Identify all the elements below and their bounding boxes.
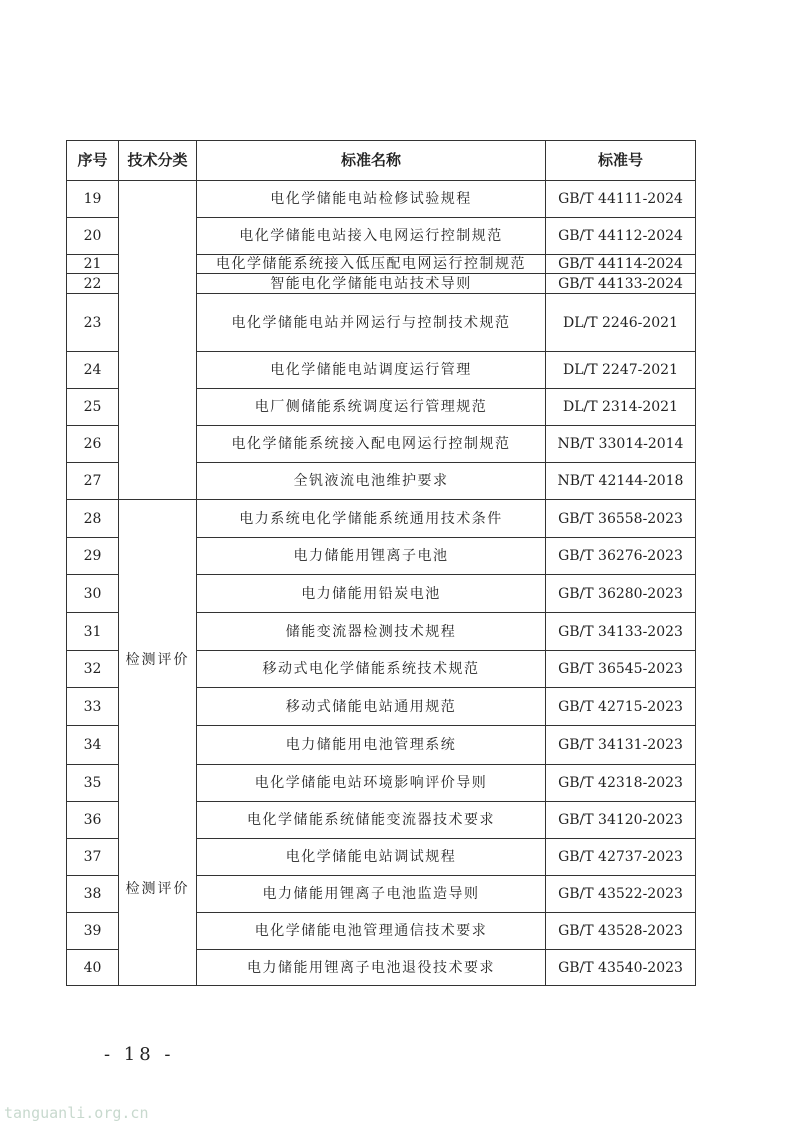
seq-cell: 35 bbox=[67, 765, 119, 802]
seq-cell: 21 bbox=[67, 255, 119, 274]
code-cell: DL/T 2314-2021 bbox=[546, 389, 696, 426]
seq-cell: 23 bbox=[67, 294, 119, 352]
seq-cell: 30 bbox=[67, 575, 119, 613]
table-row bbox=[67, 181, 696, 218]
code-cell: NB/T 42144-2018 bbox=[546, 463, 696, 500]
name-cell: 电化学储能系统储能变流器技术要求 bbox=[197, 802, 546, 839]
name-cell: 电化学储能电站并网运行与控制技术规范 bbox=[197, 294, 546, 352]
code-cell: GB/T 44111-2024 bbox=[546, 181, 696, 218]
category-label: 检测评价 bbox=[125, 881, 190, 897]
name-cell: 储能变流器检测技术规程 bbox=[197, 613, 546, 651]
seq-cell: 36 bbox=[67, 802, 119, 839]
name-cell: 电力储能用锂离子电池 bbox=[197, 538, 546, 575]
code-cell: GB/T 36280-2023 bbox=[546, 575, 696, 613]
seq-cell: 22 bbox=[67, 274, 119, 294]
name-cell: 电力储能用铅炭电池 bbox=[197, 575, 546, 613]
code-cell: GB/T 44114-2024 bbox=[546, 255, 696, 274]
seq-cell: 40 bbox=[67, 950, 119, 986]
code-cell: GB/T 36276-2023 bbox=[546, 538, 696, 575]
seq-cell: 29 bbox=[67, 538, 119, 575]
header-name: 标准名称 bbox=[197, 141, 546, 181]
name-cell: 电化学储能电池管理通信技术要求 bbox=[197, 913, 546, 950]
seq-cell: 25 bbox=[67, 389, 119, 426]
code-cell: NB/T 33014-2014 bbox=[546, 426, 696, 463]
name-cell: 电力储能用锂离子电池退役技术要求 bbox=[197, 950, 546, 986]
header-category: 技术分类 bbox=[119, 141, 197, 181]
seq-cell: 34 bbox=[67, 726, 119, 765]
seq-cell: 27 bbox=[67, 463, 119, 500]
code-cell: DL/T 2247-2021 bbox=[546, 352, 696, 389]
standards-table bbox=[66, 140, 696, 986]
name-cell: 电力储能用电池管理系统 bbox=[197, 726, 546, 765]
name-cell: 电化学储能电站环境影响评价导则 bbox=[197, 765, 546, 802]
seq-cell: 31 bbox=[67, 613, 119, 651]
seq-cell: 28 bbox=[67, 500, 119, 538]
code-cell: GB/T 43522-2023 bbox=[546, 876, 696, 913]
code-cell: GB/T 34120-2023 bbox=[546, 802, 696, 839]
seq-cell: 20 bbox=[67, 218, 119, 255]
code-cell: GB/T 43540-2023 bbox=[546, 950, 696, 986]
seq-cell: 37 bbox=[67, 839, 119, 876]
seq-cell: 38 bbox=[67, 876, 119, 913]
name-cell: 电化学储能电站调度运行管理 bbox=[197, 352, 546, 389]
seq-cell: 24 bbox=[67, 352, 119, 389]
name-cell: 电化学储能系统接入低压配电网运行控制规范 bbox=[197, 255, 546, 274]
name-cell: 电化学储能系统接入配电网运行控制规范 bbox=[197, 426, 546, 463]
category-cell-empty bbox=[119, 181, 197, 500]
header-seq: 序号 bbox=[67, 141, 119, 181]
code-cell: GB/T 42715-2023 bbox=[546, 688, 696, 726]
seq-cell: 33 bbox=[67, 688, 119, 726]
seq-cell: 39 bbox=[67, 913, 119, 950]
name-cell: 电化学储能电站检修试验规程 bbox=[197, 181, 546, 218]
category-cell-testing bbox=[119, 500, 197, 986]
category-label: 检测评价 bbox=[125, 652, 190, 668]
seq-cell: 32 bbox=[67, 651, 119, 688]
code-cell: GB/T 42318-2023 bbox=[546, 765, 696, 802]
code-cell: GB/T 43528-2023 bbox=[546, 913, 696, 950]
name-cell: 电化学储能电站接入电网运行控制规范 bbox=[197, 218, 546, 255]
code-cell: GB/T 34131-2023 bbox=[546, 726, 696, 765]
page-number: - 18 - bbox=[104, 1044, 175, 1065]
name-cell: 电化学储能电站调试规程 bbox=[197, 839, 546, 876]
name-cell: 电力系统电化学储能系统通用技术条件 bbox=[197, 500, 546, 538]
name-cell: 电厂侧储能系统调度运行管理规范 bbox=[197, 389, 546, 426]
name-cell: 移动式储能电站通用规范 bbox=[197, 688, 546, 726]
header-code: 标准号 bbox=[546, 141, 696, 181]
code-cell: GB/T 42737-2023 bbox=[546, 839, 696, 876]
seq-cell: 26 bbox=[67, 426, 119, 463]
name-cell: 移动式电化学储能系统技术规范 bbox=[197, 651, 546, 688]
watermark-text: tanguanli.org.cn bbox=[4, 1104, 149, 1122]
code-cell: GB/T 34133-2023 bbox=[546, 613, 696, 651]
name-cell: 智能电化学储能电站技术导则 bbox=[197, 274, 546, 294]
name-cell: 电力储能用锂离子电池监造导则 bbox=[197, 876, 546, 913]
code-cell: DL/T 2246-2021 bbox=[546, 294, 696, 352]
seq-cell: 19 bbox=[67, 181, 119, 218]
table-row bbox=[67, 500, 696, 538]
code-cell: GB/T 44133-2024 bbox=[546, 274, 696, 294]
code-cell: GB/T 36558-2023 bbox=[546, 500, 696, 538]
code-cell: GB/T 44112-2024 bbox=[546, 218, 696, 255]
table-header-row bbox=[67, 141, 696, 181]
name-cell: 全钒液流电池维护要求 bbox=[197, 463, 546, 500]
code-cell: GB/T 36545-2023 bbox=[546, 651, 696, 688]
